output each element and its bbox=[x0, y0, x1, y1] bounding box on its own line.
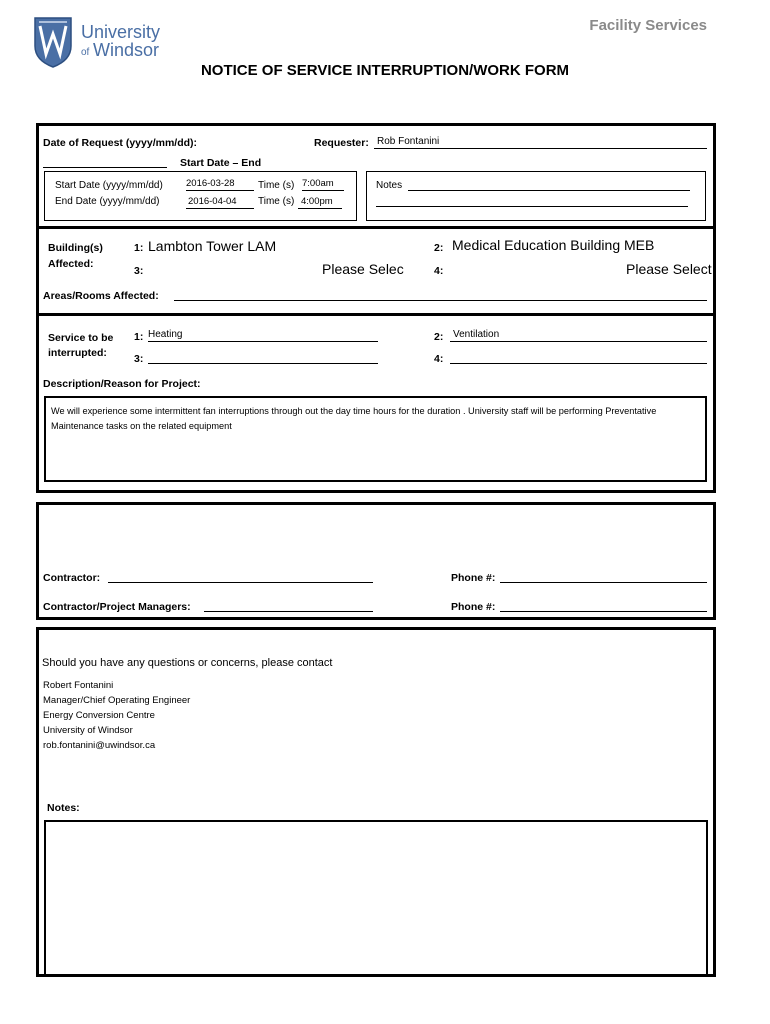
service-2-number: 2: bbox=[434, 331, 444, 343]
interrupted-label: interrupted: bbox=[48, 347, 107, 359]
end-date-label: End Date (yyyy/mm/dd) bbox=[55, 196, 160, 207]
contractor-field[interactable] bbox=[108, 582, 373, 583]
end-time-field[interactable] bbox=[298, 196, 342, 209]
building-2-select[interactable]: Medical Education Building MEB bbox=[452, 237, 655, 253]
start-time-field[interactable] bbox=[302, 178, 344, 191]
divider bbox=[38, 226, 714, 229]
logo-windsor: Windsor bbox=[93, 40, 160, 60]
notes-label: Notes bbox=[376, 180, 403, 191]
building-3-number: 3: bbox=[134, 265, 144, 277]
building-2-number: 2: bbox=[434, 242, 444, 254]
requester-field[interactable] bbox=[374, 136, 707, 149]
service-3-number: 3: bbox=[134, 353, 144, 365]
end-date-value: 2016-04-04 bbox=[188, 196, 237, 207]
service-1-value: Heating bbox=[148, 329, 183, 340]
requester-label: Requester: bbox=[314, 137, 369, 149]
building-1-number: 1: bbox=[134, 242, 144, 254]
service-2-field[interactable] bbox=[450, 329, 707, 342]
start-time-label: Time (s) bbox=[258, 180, 295, 191]
contact-role: Manager/Chief Operating Engineer bbox=[43, 695, 191, 706]
buildings-label: Building(s) bbox=[48, 242, 103, 254]
contact-dept: Energy Conversion Centre bbox=[43, 710, 155, 721]
start-date-field[interactable] bbox=[186, 178, 254, 191]
description-label: Description/Reason for Project: bbox=[43, 378, 201, 390]
department-name: Facility Services bbox=[589, 17, 707, 34]
logo-university: University bbox=[81, 22, 161, 42]
building-1-select[interactable]: Lambton Tower LAM bbox=[148, 238, 277, 254]
date-of-request-field[interactable] bbox=[43, 155, 167, 168]
phone-field[interactable] bbox=[500, 582, 707, 583]
form-title: NOTICE OF SERVICE INTERRUPTION/WORK FORM bbox=[200, 62, 570, 79]
contact-intro: Should you have any questions or concerns, please contact bbox=[42, 657, 333, 669]
requester-value: Rob Fontanini bbox=[377, 136, 440, 147]
notes-field-line2[interactable] bbox=[376, 206, 688, 207]
contact-name: Robert Fontanini bbox=[43, 680, 114, 691]
phone-2-field[interactable] bbox=[500, 611, 707, 612]
service-4-field[interactable] bbox=[450, 363, 707, 364]
notes-field-line1[interactable] bbox=[408, 190, 690, 191]
shield-icon bbox=[33, 16, 73, 68]
notes-box bbox=[366, 171, 706, 221]
service-label: Service to be bbox=[48, 332, 114, 344]
service-1-number: 1: bbox=[134, 331, 144, 343]
contractor-label: Contractor: bbox=[43, 572, 101, 584]
end-date-field[interactable] bbox=[186, 196, 254, 209]
start-date-label: Start Date (yyyy/mm/dd) bbox=[55, 180, 163, 191]
service-3-field[interactable] bbox=[148, 363, 378, 364]
notes-bottom-field[interactable] bbox=[44, 820, 708, 976]
logo-of: of bbox=[81, 47, 90, 58]
phone-2-label: Phone #: bbox=[451, 601, 496, 613]
end-time-value: 4:00pm bbox=[301, 196, 333, 207]
service-2-value: Ventilation bbox=[453, 329, 500, 340]
end-time-label: Time (s) bbox=[258, 196, 295, 207]
service-1-field[interactable] bbox=[148, 329, 378, 342]
building-4-select[interactable]: Please Select bbox=[626, 261, 712, 277]
contact-org: University of Windsor bbox=[43, 725, 133, 736]
affected-label: Affected: bbox=[48, 258, 94, 270]
project-managers-field[interactable] bbox=[204, 611, 373, 612]
phone-label: Phone #: bbox=[451, 572, 496, 584]
description-text: We will experience some intermittent fan interruptions through out the day time hours for the duration . University staff will be performing Preventative Maintenance tasks on the related equipment bbox=[51, 406, 657, 431]
start-date-value: 2016-03-28 bbox=[186, 178, 235, 189]
notes-bottom-label: Notes: bbox=[47, 802, 80, 814]
date-of-request-label: Date of Request (yyyy/mm/dd): bbox=[43, 137, 198, 149]
building-4-number: 4: bbox=[434, 265, 444, 277]
service-4-number: 4: bbox=[434, 353, 444, 365]
start-time-value: 7:00am bbox=[302, 178, 334, 189]
start-end-label: Start Date – End bbox=[180, 157, 262, 169]
areas-rooms-label: Areas/Rooms Affected: bbox=[43, 290, 159, 302]
building-3-select[interactable]: Please Selec bbox=[322, 261, 404, 277]
contact-email[interactable]: rob.fontanini@uwindsor.ca bbox=[43, 740, 156, 751]
project-managers-label: Contractor/Project Managers: bbox=[43, 601, 191, 613]
areas-rooms-field[interactable] bbox=[174, 300, 707, 301]
